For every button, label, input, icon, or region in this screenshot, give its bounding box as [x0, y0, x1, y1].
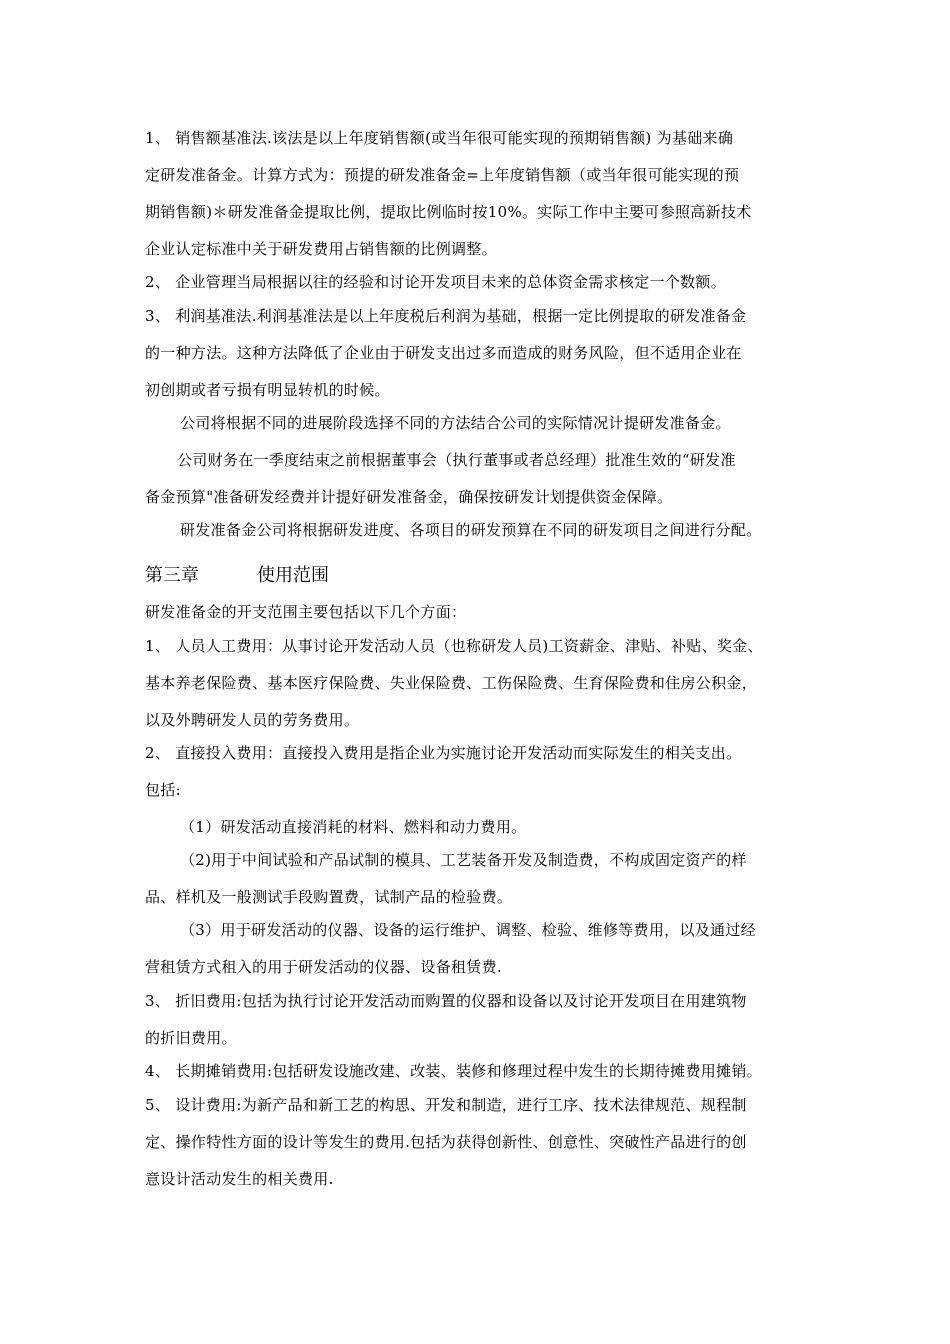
paragraph-line: 1、 销售额基准法.该法是以上年度销售额(或当年很可能实现的预期销售额) 为基础来确 — [145, 129, 734, 147]
paragraph-line: 研发准备金公司将根据研发进度、各项目的研发预算在不同的研发项目之间进行分配。 — [180, 521, 762, 539]
paragraph-line: 营租赁方式租入的用于研发活动的仪器、设备租赁费. — [145, 958, 502, 976]
chapter-number: 第三章 — [145, 565, 199, 586]
paragraph-line: 意设计活动发生的相关费用. — [145, 1170, 334, 1188]
paragraph-line: 的折旧费用。 — [145, 1029, 237, 1047]
paragraph-line: 3、 利润基准法.利润基准法是以上年度税后利润为基础，根据一定比例提取的研发准备金 — [145, 307, 747, 325]
paragraph-line: 品、样机及一般测试手段购置费，试制产品的检验费。 — [145, 888, 513, 906]
paragraph-line: 期销售额)＊研发准备金提取比例，提取比例临时按10%。实际工作中主要可参照高新技术 — [145, 203, 752, 221]
chapter-heading — [145, 564, 329, 588]
paragraph-line: 1、 人员人工费用：从事讨论开发活动人员（也称研发人员)工资薪金、津贴、补贴、奖金、 — [145, 637, 763, 655]
paragraph-line: 公司将根据不同的进展阶段选择不同的方法结合公司的实际情况计提研发准备金。 — [180, 414, 731, 432]
paragraph-line: 5、 设计费用:为新产品和新工艺的构思、开发和制造，进行工序、技术法律规范、规程制 — [145, 1096, 747, 1114]
paragraph-line: 企业认定标准中关于研发费用占销售额的比例调整。 — [145, 240, 497, 258]
paragraph-line: （3）用于研发活动的仪器、设备的运行维护、调整、检验、维修等费用，以及通过经 — [180, 921, 756, 939]
paragraph-line: 的一种方法。这种方法降低了企业由于研发支出过多而造成的财务风险，但不适用企业在 — [145, 344, 742, 362]
paragraph-line: （2)用于中间试验和产品试制的模具、工艺装备开发及制造费，不构成固定资产的样 — [180, 851, 747, 869]
paragraph-line: 定研发准备金。计算方式为：预提的研发准备金=上年度销售额（或当年很可能实现的预 — [145, 166, 740, 184]
paragraph-line: 定、操作特性方面的设计等发生的费用.包括为获得创新性、创意性、突破性产品进行的创 — [145, 1133, 747, 1151]
paragraph-line: 3、 折旧费用:包括为执行讨论开发活动而购置的仪器和设备以及讨论开发项目在用建筑物 — [145, 992, 747, 1010]
paragraph-line: 2、 直接投入费用：直接投入费用是指企业为实施讨论开发活动而实际发生的相关支出。 — [145, 744, 742, 762]
paragraph-line: 初创期或者亏损有明显转机的时候。 — [145, 381, 390, 399]
paragraph-line: 基本养老保险费、基本医疗保险费、失业保险费、工伤保险费、生育保险费和住房公积金， — [145, 674, 758, 692]
paragraph-line: 2、 企业管理当局根据以往的经验和讨论开发项目未来的总体资金需求核定一个数额。 — [145, 273, 727, 291]
chapter-title: 使用范围 — [257, 565, 329, 586]
paragraph-line: （1）研发活动直接消耗的材料、燃料和动力费用。 — [180, 818, 527, 836]
paragraph-line: 公司财务在一季度结束之前根据董事会（执行董事或者总经理）批准生效的“研发准 — [177, 451, 736, 469]
paragraph-line: 包括: — [145, 781, 181, 799]
paragraph-line: 备金预算"准备研发经费并计提好研发准备金，确保按研发计划提供资金保障。 — [145, 488, 673, 506]
paragraph-line: 4、 长期摊销费用:包括研发设施改建、改装、装修和修理过程中发生的长期待摊费用摊销。 — [145, 1062, 762, 1080]
paragraph-line: 研发准备金的开支范围主要包括以下几个方面： — [145, 603, 467, 621]
paragraph-line: 以及外聘研发人员的劳务费用。 — [145, 711, 360, 729]
